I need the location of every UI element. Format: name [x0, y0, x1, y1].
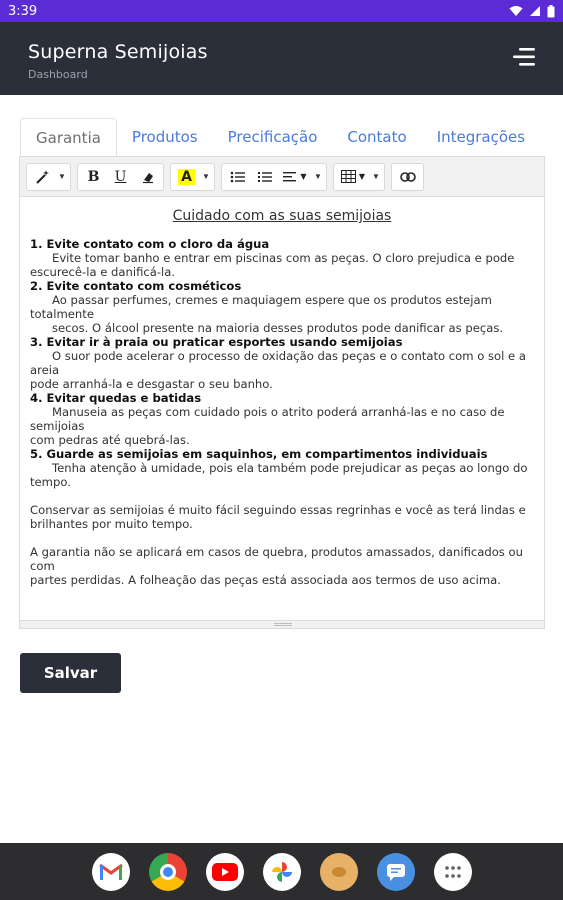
- paragraph: [30, 503, 534, 531]
- grip-icon: [274, 623, 292, 626]
- item-text: escurecê-la e danificá-la.: [30, 265, 176, 279]
- editor-resize-handle[interactable]: [20, 620, 544, 628]
- app-title: Superna Semijoias: [28, 41, 208, 63]
- signal-icon: [529, 5, 541, 17]
- item-text: O suor pode acelerar o processo de oxidação das peças e o contato com o sol e a areia: [30, 349, 526, 377]
- numbered-list-icon[interactable]: [251, 164, 278, 190]
- paragraph-line: A garantia não se aplicará em casos de quebra, produtos amassados, danificados ou com: [30, 545, 523, 573]
- chevron-down-icon[interactable]: ▼: [372, 172, 380, 181]
- app-subtitle: Dashboard: [28, 68, 88, 81]
- photos-icon[interactable]: [263, 853, 301, 891]
- tab-garantia[interactable]: Garantia: [20, 118, 117, 156]
- item-text: com pedras até quebrá-las.: [30, 433, 190, 447]
- font-group: [77, 163, 164, 191]
- tab-precificacao[interactable]: Precificação: [227, 128, 318, 146]
- app-drawer-icon[interactable]: [434, 853, 472, 891]
- paragraph: [30, 545, 534, 587]
- status-bar: [0, 0, 563, 22]
- tab-bar: [20, 118, 544, 156]
- text-color-icon: A: [178, 169, 195, 185]
- app-bar: [0, 22, 563, 95]
- paragraph-line: brilhantes por muito tempo.: [30, 517, 193, 531]
- link-icon[interactable]: [394, 164, 421, 190]
- superna-app-icon[interactable]: [320, 853, 358, 891]
- table-icon[interactable]: ▼: [336, 164, 370, 190]
- item-text: pode arranhá-la e desgastar o seu banho.: [30, 377, 273, 391]
- style-group: [26, 163, 71, 191]
- rich-text-editor: [19, 156, 545, 629]
- item-text: Evite tomar banho e entrar em piscinas com as peças. O cloro prejudica e pode: [52, 251, 515, 265]
- paragraph-line: partes perdidas. A folheação das peças está associada aos termos de uso acima.: [30, 573, 501, 587]
- list-group: [221, 163, 327, 191]
- item-heading: 1. Evite contato com o cloro da água: [30, 237, 270, 251]
- status-time: 3:39: [8, 3, 38, 19]
- list-item: [30, 335, 534, 391]
- color-group: [170, 163, 215, 191]
- table-group: [333, 163, 385, 191]
- youtube-icon[interactable]: [206, 853, 244, 891]
- system-icons: [509, 5, 555, 18]
- item-text: secos. O álcool presente na maioria desses produtos pode danificar as peças.: [52, 321, 504, 335]
- item-text: tempo.: [30, 475, 71, 489]
- tab-produtos[interactable]: Produtos: [131, 128, 198, 146]
- editor-content[interactable]: [20, 197, 544, 587]
- item-heading: 4. Evitar quedas e batidas: [30, 391, 202, 405]
- tab-contato[interactable]: Contato: [347, 128, 407, 146]
- item-heading: 3. Evitar ir à praia ou praticar esportes usando semijoias: [30, 335, 403, 349]
- item-text: Manuseia as peças com cuidado pois o atrito poderá arranhá-las e no caso de semijoias: [30, 405, 505, 433]
- align-icon[interactable]: ▼: [278, 164, 312, 190]
- item-text: Tenha atenção à umidade, pois ela também pode prejudicar as peças ao longo do: [52, 461, 528, 475]
- list-item: [30, 279, 534, 335]
- eraser-icon[interactable]: [134, 164, 161, 190]
- gmail-icon[interactable]: [92, 853, 130, 891]
- bold-button[interactable]: B: [87, 168, 100, 185]
- item-heading: 2. Evite contato com cosméticos: [30, 279, 242, 293]
- item-heading: 5. Guarde as semijoias em saquinhos, em compartimentos individuais: [30, 447, 488, 461]
- list-item: [30, 237, 534, 279]
- text-color-button[interactable]: [173, 164, 200, 190]
- chevron-down-icon[interactable]: ▼: [58, 172, 66, 181]
- chevron-down-icon[interactable]: ▼: [202, 172, 210, 181]
- tab-integracoes[interactable]: Integrações: [436, 128, 526, 146]
- messages-icon[interactable]: [377, 853, 415, 891]
- hamburger-menu-icon[interactable]: [511, 46, 537, 68]
- list-item: [30, 447, 534, 489]
- link-group: [391, 163, 424, 191]
- chevron-down-icon[interactable]: ▼: [314, 172, 322, 181]
- paragraph-line: Conservar as semijoias é muito fácil seguindo essas regrinhas e você as terá lindas e: [30, 503, 526, 517]
- save-button[interactable]: Salvar: [20, 653, 121, 693]
- bullet-list-icon[interactable]: [224, 164, 251, 190]
- magic-wand-icon[interactable]: [29, 164, 56, 190]
- taskbar: [0, 843, 563, 900]
- list-item: [30, 391, 534, 447]
- wifi-icon: [509, 5, 523, 17]
- editor-toolbar: [20, 157, 544, 197]
- underline-button[interactable]: U: [114, 168, 127, 185]
- document-title: Cuidado com as suas semijoias: [172, 208, 392, 224]
- battery-icon: [547, 5, 555, 18]
- chrome-icon[interactable]: [149, 853, 187, 891]
- item-text: Ao passar perfumes, cremes e maquiagem espere que os produtos estejam totalmente: [30, 293, 492, 321]
